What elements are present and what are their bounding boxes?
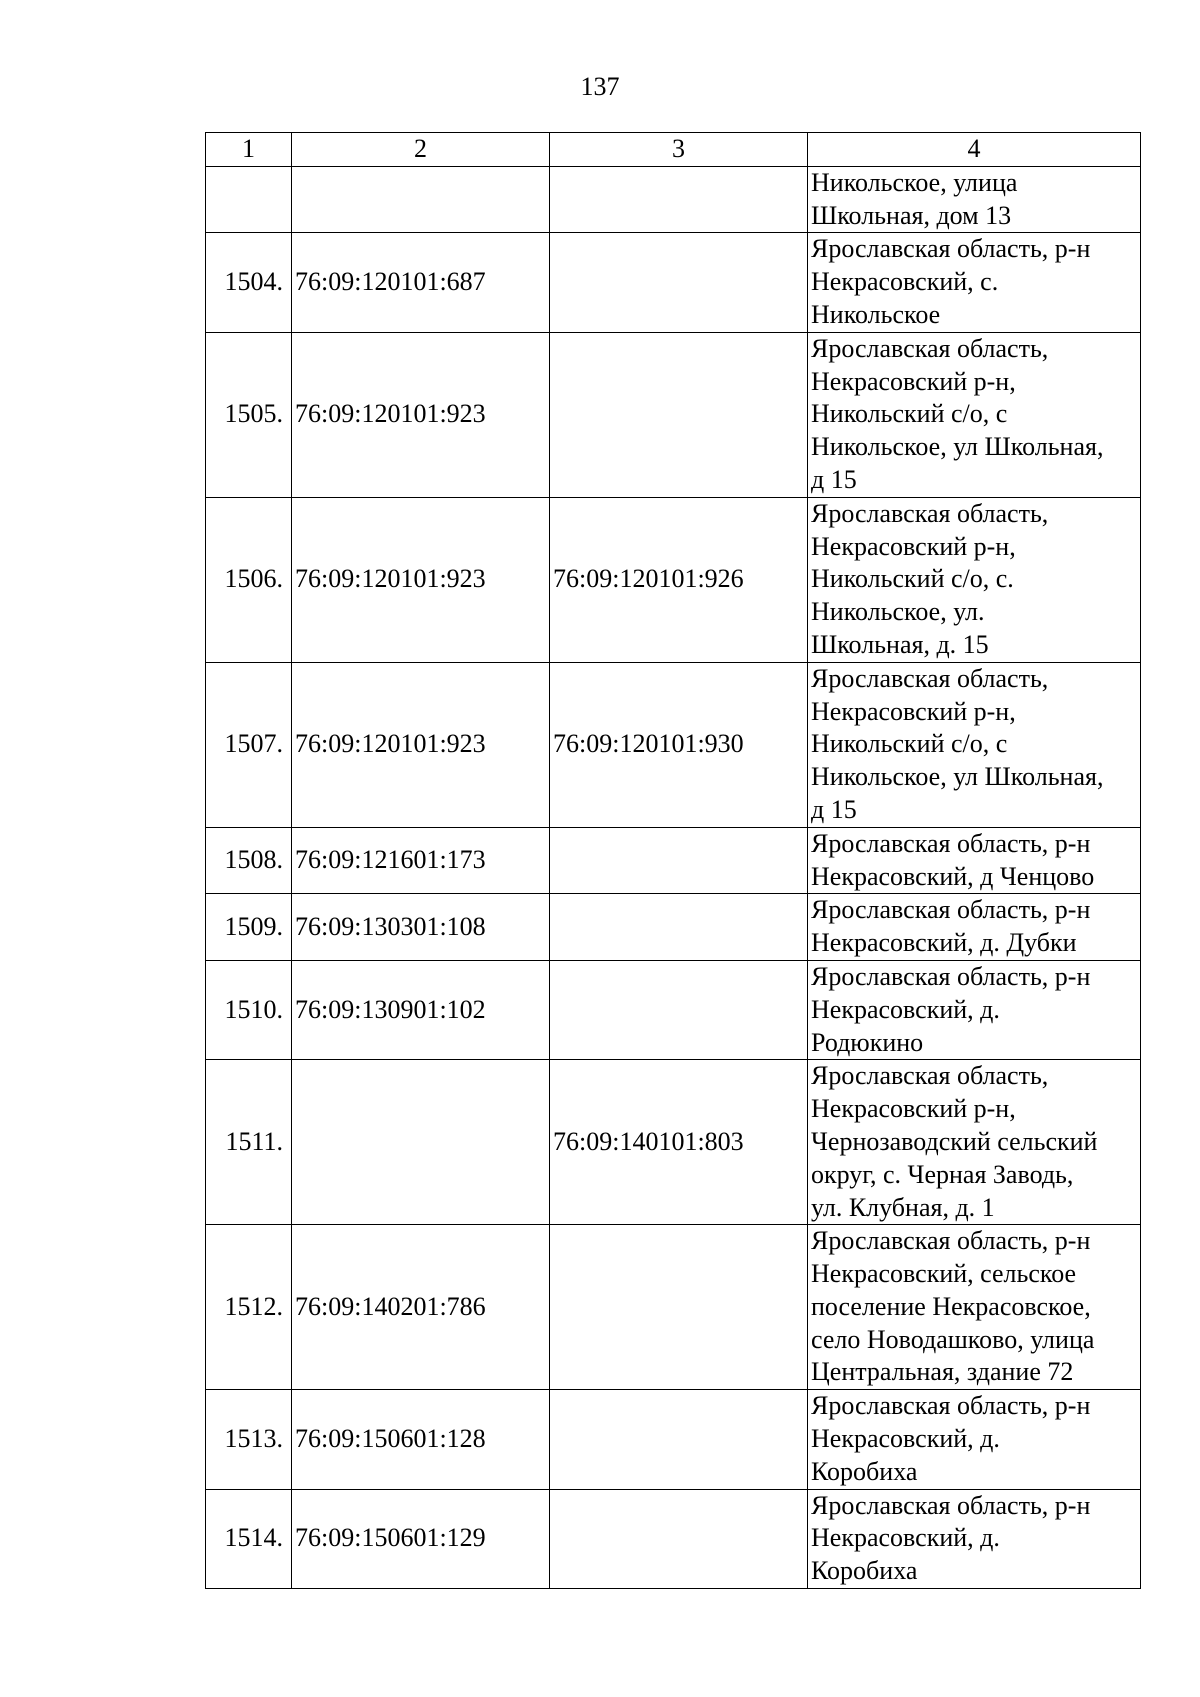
cadastral-number: 76:09:120101:923 bbox=[292, 332, 550, 497]
table-row bbox=[206, 1060, 1141, 1225]
cadastral-number: 76:09:140201:786 bbox=[292, 1225, 550, 1390]
table-row bbox=[206, 497, 1141, 662]
address: Ярославская область, Некрасовский р-н, Никольский с/о, с Никольское, ул Школьная, д 15 bbox=[808, 332, 1141, 497]
parcel-table bbox=[205, 132, 1141, 1589]
table-header bbox=[206, 133, 1141, 167]
address: Ярославская область, Некрасовский р-н, Никольский с/о, с. Никольское, ул. Школьная, д. 15 bbox=[808, 497, 1141, 662]
row-number: 1511. bbox=[206, 1060, 292, 1225]
cadastral-number-secondary bbox=[550, 1390, 808, 1489]
table-row bbox=[206, 1489, 1141, 1588]
address: Ярославская область, р-н Некрасовский, д Ченцово bbox=[808, 827, 1141, 894]
address: Никольское, улица Школьная, дом 13 bbox=[808, 166, 1141, 233]
row-number bbox=[206, 166, 292, 233]
row-number: 1508. bbox=[206, 827, 292, 894]
page-number: 137 bbox=[580, 72, 620, 101]
cadastral-number-secondary: 76:09:140101:803 bbox=[550, 1060, 808, 1225]
cadastral-number: 76:09:120101:923 bbox=[292, 662, 550, 827]
cadastral-number-secondary bbox=[550, 233, 808, 332]
cadastral-number: 76:09:150601:128 bbox=[292, 1390, 550, 1489]
cadastral-number: 76:09:120101:923 bbox=[292, 497, 550, 662]
row-number: 1509. bbox=[206, 894, 292, 961]
address: Ярославская область, Некрасовский р-н, Никольский с/о, с Никольское, ул Школьная, д 15 bbox=[808, 662, 1141, 827]
address: Ярославская область, р-н Некрасовский, д. Коробиха bbox=[808, 1489, 1141, 1588]
row-number: 1513. bbox=[206, 1390, 292, 1489]
row-number: 1506. bbox=[206, 497, 292, 662]
cadastral-number: 76:09:121601:173 bbox=[292, 827, 550, 894]
cadastral-number-secondary bbox=[550, 1489, 808, 1588]
cadastral-number-secondary bbox=[550, 960, 808, 1059]
table-row bbox=[206, 166, 1141, 233]
table-body bbox=[206, 166, 1141, 1588]
table-row bbox=[206, 827, 1141, 894]
row-number: 1505. bbox=[206, 332, 292, 497]
cadastral-number: 76:09:120101:687 bbox=[292, 233, 550, 332]
address: Ярославская область, р-н Некрасовский, с. Никольское bbox=[808, 233, 1141, 332]
cadastral-number bbox=[292, 166, 550, 233]
table-row bbox=[206, 332, 1141, 497]
cadastral-number: 76:09:150601:129 bbox=[292, 1489, 550, 1588]
header-col-2: 2 bbox=[292, 133, 550, 167]
address: Ярославская область, р-н Некрасовский, сельское поселение Некрасовское, село Новодашково, улица Центральная, здание 72 bbox=[808, 1225, 1141, 1390]
cadastral-number-secondary bbox=[550, 827, 808, 894]
cadastral-number: 76:09:130901:102 bbox=[292, 960, 550, 1059]
header-col-4: 4 bbox=[808, 133, 1141, 167]
row-number: 1507. bbox=[206, 662, 292, 827]
cadastral-number: 76:09:130301:108 bbox=[292, 894, 550, 961]
cadastral-number-secondary bbox=[550, 1225, 808, 1390]
cadastral-number bbox=[292, 1060, 550, 1225]
table-row bbox=[206, 960, 1141, 1059]
table-row bbox=[206, 662, 1141, 827]
table-row bbox=[206, 1225, 1141, 1390]
address: Ярославская область, р-н Некрасовский, д. Дубки bbox=[808, 894, 1141, 961]
cadastral-number-secondary bbox=[550, 894, 808, 961]
address: Ярославская область, Некрасовский р-н, Чернозаводский сельский округ, с. Черная Заводь, ул. Клубная, д. 1 bbox=[808, 1060, 1141, 1225]
header-col-3: 3 bbox=[550, 133, 808, 167]
row-number: 1510. bbox=[206, 960, 292, 1059]
cadastral-number-secondary: 76:09:120101:926 bbox=[550, 497, 808, 662]
cadastral-number-secondary: 76:09:120101:930 bbox=[550, 662, 808, 827]
table-row bbox=[206, 233, 1141, 332]
cadastral-number-secondary bbox=[550, 332, 808, 497]
row-number: 1504. bbox=[206, 233, 292, 332]
row-number: 1512. bbox=[206, 1225, 292, 1390]
cadastral-number-secondary bbox=[550, 166, 808, 233]
table-row bbox=[206, 894, 1141, 961]
table-row bbox=[206, 1390, 1141, 1489]
header-col-1: 1 bbox=[206, 133, 292, 167]
row-number: 1514. bbox=[206, 1489, 292, 1588]
address: Ярославская область, р-н Некрасовский, д. Коробиха bbox=[808, 1390, 1141, 1489]
header-row bbox=[206, 133, 1141, 167]
address: Ярославская область, р-н Некрасовский, д. Родюкино bbox=[808, 960, 1141, 1059]
